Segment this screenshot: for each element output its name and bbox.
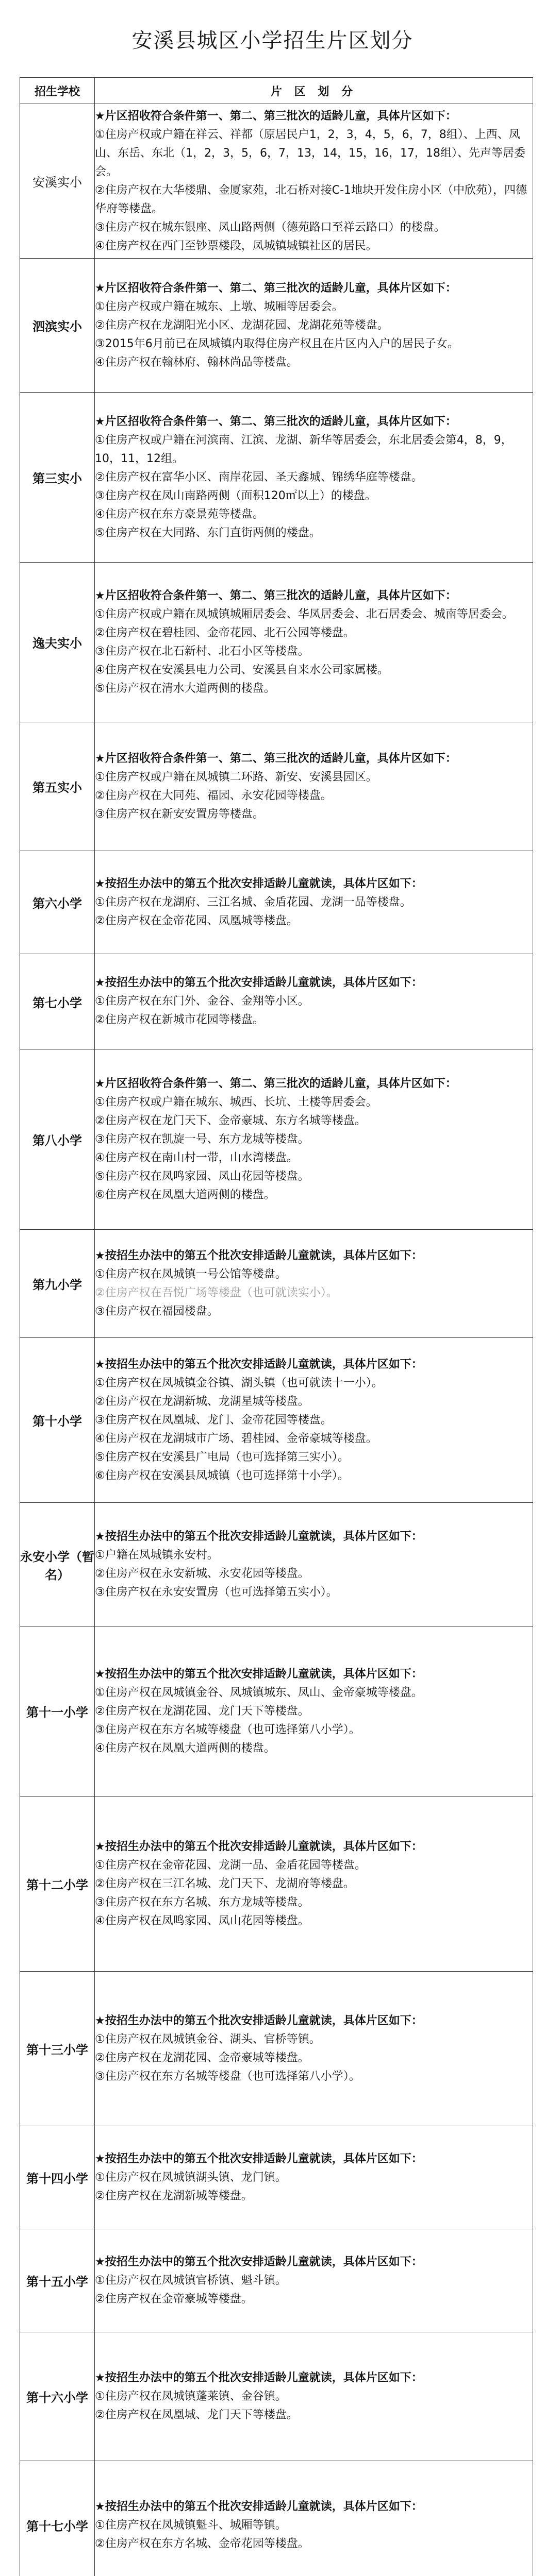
table-row: [20, 2332, 533, 2461]
zone-heading: ★按招生办法中的第五个批次安排适龄儿童就读，具体片区如下：: [95, 1358, 423, 1371]
zone-description: [95, 1972, 533, 2126]
zone-line: ②住房产权在吾悦广场等楼盘（也可就读实小）。: [95, 1286, 338, 1299]
zone-line: ⑤住房产权在大同路、东门直街两侧的楼盘。: [95, 526, 321, 539]
zone-line: ①住房产权在金帝花园、龙湖一品、金盾花园等楼盘。: [95, 1858, 366, 1872]
header-zone: 片 区 划 分: [95, 78, 533, 104]
zone-heading: ★按招生办法中的第五个批次安排适龄儿童就读，具体片区如下：: [95, 1667, 423, 1681]
zone-description: [95, 1049, 533, 1230]
zone-line: ③住房产权在凯旋一号、东方龙城等楼盘。: [95, 1132, 309, 1146]
zone-line: ②住房产权在龙湖新城、龙湖星城等楼盘。: [95, 1395, 309, 1408]
zone-heading: ★按招生办法中的第五个批次安排适龄儿童就读，具体片区如下：: [95, 877, 423, 890]
zone-description: [95, 2229, 533, 2332]
zone-heading: ★片区招收符合条件第一、第二、第三批次的适龄儿童，具体片区如下：: [95, 752, 457, 765]
zone-line: ②住房产权在大华楼鼎、金厦家苑，北石桥对接C-1地块开发住房小区（中欣苑），四德华府等楼盘。: [95, 183, 527, 215]
school-name: 第三实小: [20, 393, 95, 563]
zone-description: [95, 954, 533, 1049]
school-name: 第十小学: [20, 1338, 95, 1503]
zone-heading: ★片区招收符合条件第一、第二、第三批次的适龄儿童，具体片区如下：: [95, 589, 457, 602]
page-title: 安溪县城区小学招生片区划分: [131, 28, 414, 53]
zone-description: [95, 104, 533, 259]
zone-line: ③住房产权在东方名城、东方龙城等楼盘。: [95, 1895, 309, 1909]
zone-line: ①住房产权或户籍在城东、上墩、城厢等居委会。: [95, 300, 343, 313]
table-row: [20, 1626, 533, 1797]
school-name: 第六小学: [20, 851, 95, 954]
table-row: [20, 1503, 533, 1626]
zone-line: ④住房产权在凤鸣家园、凤山花园等楼盘。: [95, 1914, 309, 1927]
zone-line: ④住房产权在安溪县电力公司、安溪县自来水公司家属楼。: [95, 663, 389, 676]
zone-heading: ★片区招收符合条件第一、第二、第三批次的适龄儿童，具体片区如下：: [95, 281, 457, 295]
zone-line: ④住房产权在东方豪景苑等楼盘。: [95, 507, 264, 521]
school-name: 第十四小学: [20, 2126, 95, 2229]
zone-description: [95, 1797, 533, 1972]
zone-line: ①住房产权在凤城镇金谷镇、湖头镇（也可就读十一小）。: [95, 1376, 383, 1389]
zone-line: ①住房产权在东门外、金谷、金翔等小区。: [95, 995, 309, 1008]
school-name: 第十二小学: [20, 1797, 95, 1972]
zone-line: ③住房产权在城东银座、凤山路两侧（德苑路口至祥云路口）的楼盘。: [95, 221, 445, 234]
zone-heading: ★按招生办法中的第五个批次安排适龄儿童就读，具体片区如下：: [95, 976, 423, 989]
zone-line: ②住房产权在新城市花园等楼盘。: [95, 1013, 264, 1026]
zone-line: ⑤住房产权在清水大道两侧的楼盘。: [95, 682, 275, 695]
zone-heading: ★片区招收符合条件第一、第二、第三批次的适龄儿童，具体片区如下：: [95, 1077, 457, 1090]
zone-line: ②住房产权在东方名城、金帝花园等楼盘。: [95, 2537, 309, 2550]
zone-line: ③2015年6月前已在凤城镇内取得住房产权且在片区内入户的居民子女。: [95, 337, 459, 350]
zone-line: ⑥住房产权在安溪县凤城镇（也可选择第十小学）。: [95, 1469, 349, 1482]
zone-line: ②住房产权在金帝花园、凤凰城等楼盘。: [95, 914, 298, 927]
zone-line: ⑤住房产权在安溪县广电局（也可选择第三实小）。: [95, 1450, 349, 1464]
zone-line: ④住房产权在龙湖城市广场、碧桂园、金帝豪城等楼盘。: [95, 1432, 377, 1445]
zone-line: ③住房产权在东方名城等楼盘（也可选择第八小学）。: [95, 1723, 360, 1736]
zone-description: [95, 722, 533, 851]
zone-heading: ★按招生办法中的第五个批次安排适龄儿童就读，具体片区如下：: [95, 2255, 423, 2268]
table-row: [20, 954, 533, 1049]
zone-description: [95, 393, 533, 563]
zone-heading: ★按招生办法中的第五个批次安排适龄儿童就读，具体片区如下：: [95, 2014, 423, 2027]
zone-line: ②住房产权在碧桂园、金帝花园、北石公园等楼盘。: [95, 626, 355, 639]
school-name: 第九小学: [20, 1230, 95, 1338]
table-header-row: [20, 78, 533, 104]
zone-line: ②住房产权在金帝豪城等楼盘。: [95, 2292, 253, 2306]
zone-description: [95, 851, 533, 954]
table-row: [20, 851, 533, 954]
zone-line: ②住房产权在富华小区、南岸花园、圣天鑫城、锦绣华庭等楼盘。: [95, 470, 423, 484]
zone-description: [95, 1338, 533, 1503]
school-name: 第五实小: [20, 722, 95, 851]
table-row: [20, 2461, 533, 2576]
school-name: 第十五小学: [20, 2229, 95, 2332]
school-name: 安溪实小: [20, 104, 95, 259]
zone-line: ①户籍在凤城镇永安村。: [95, 1548, 219, 1562]
zone-heading: ★按招生办法中的第五个批次安排适龄儿童就读，具体片区如下：: [95, 1249, 423, 1262]
zone-description: [95, 2126, 533, 2229]
zone-heading: ★片区招收符合条件第一、第二、第三批次的适龄儿童，具体片区如下：: [95, 109, 457, 123]
zoning-table: [20, 77, 533, 2576]
school-name: 第十六小学: [20, 2332, 95, 2461]
table-row: [20, 1338, 533, 1503]
zone-line: ①住房产权在凤城镇蓬莱镇、金谷镇。: [95, 2389, 287, 2403]
zone-line: ①住房产权在凤城镇湖头镇、龙门镇。: [95, 2171, 287, 2184]
school-name: 第十三小学: [20, 1972, 95, 2126]
zone-line: ①住房产权或户籍在河滨南、江滨、龙湖、新华等居委会，东北居委会第4，8，9，10，11，12组。: [95, 433, 513, 465]
table-row: [20, 1049, 533, 1230]
table-row: [20, 722, 533, 851]
zone-line: ④住房产权在西门至钞票楼段，凤城镇城镇社区的居民。: [95, 239, 377, 252]
zone-heading: ★按招生办法中的第五个批次安排适龄儿童就读，具体片区如下：: [95, 2371, 423, 2384]
zone-line: ②住房产权在龙湖花园、金帝豪城等楼盘。: [95, 2051, 309, 2064]
zone-line: ①住房产权或户籍在城东、城西、长坑、土楼等居委会。: [95, 1095, 377, 1109]
zone-line: ②住房产权在凤凰城、龙门天下等楼盘。: [95, 2408, 298, 2421]
zone-line: ③住房产权在凤山南路两侧（面积120㎡以上）的楼盘。: [95, 489, 376, 502]
zone-line: ④住房产权在南山村一带，山水湾楼盘。: [95, 1151, 298, 1164]
zone-line: ④住房产权在翰林府、翰林尚品等楼盘。: [95, 355, 298, 369]
zone-line: ③住房产权在福园楼盘。: [95, 1304, 219, 1318]
zone-line: ②住房产权在龙门天下、金帝豪城、东方名城等楼盘。: [95, 1114, 366, 1127]
zone-line: ②住房产权在龙湖阳光小区、龙湖花园、龙湖花苑等楼盘。: [95, 318, 389, 332]
table-row: [20, 1797, 533, 1972]
table-row: [20, 104, 533, 259]
school-name: 泗滨实小: [20, 259, 95, 393]
zone-line: ①住房产权在凤城镇金谷、湖头、官桥等镇。: [95, 2032, 321, 2046]
table-row: [20, 393, 533, 563]
zone-description: [95, 259, 533, 393]
zone-line: ③住房产权在凤凰城、龙门、金帝花园等楼盘。: [95, 1413, 332, 1427]
table-body: [20, 104, 533, 2576]
zone-heading: ★按招生办法中的第五个批次安排适龄儿童就读，具体片区如下：: [95, 2152, 423, 2165]
zone-line: ②住房产权在龙湖花园、龙门天下等楼盘。: [95, 1704, 309, 1718]
school-name: 第十一小学: [20, 1626, 95, 1797]
table-row: [20, 2229, 533, 2332]
school-name: 第八小学: [20, 1049, 95, 1230]
zone-line: ①住房产权在凤城镇金谷、凤城镇城东、凤山、金帝豪城等楼盘。: [95, 1686, 423, 1699]
zone-line: ②住房产权在大同苑、福园、永安花园等楼盘。: [95, 789, 332, 802]
table-row: [20, 1230, 533, 1338]
school-name: 永安小学（暂名）: [20, 1503, 95, 1626]
zone-line: ①住房产权在龙湖府、三江名城、金盾花园、龙湖一品等楼盘。: [95, 895, 411, 909]
zone-description: [95, 2461, 533, 2576]
zone-line: ③住房产权在北石新村、北石小区等楼盘。: [95, 645, 309, 658]
zone-line: ①住房产权在凤城镇魁斗、城厢等镇。: [95, 2518, 287, 2532]
zone-line: ③住房产权在东方名城等楼盘（也可选择第八小学）。: [95, 2070, 360, 2083]
zone-description: [95, 2332, 533, 2461]
zone-line: ①住房产权在凤城镇官桥镇、魁斗镇。: [95, 2274, 287, 2287]
header-school: 招生学校: [20, 78, 95, 104]
school-name: 第七小学: [20, 954, 95, 1049]
zone-heading: ★按招生办法中的第五个批次安排适龄儿童就读，具体片区如下：: [95, 1530, 423, 1543]
zone-description: [95, 1230, 533, 1338]
zone-line: ③住房产权在永安安置房（也可选择第五实小）。: [95, 1585, 338, 1599]
zone-heading: ★片区招收符合条件第一、第二、第三批次的适龄儿童，具体片区如下：: [95, 415, 457, 428]
zone-line: ③住房产权在新安安置房等楼盘。: [95, 807, 264, 821]
table-row: [20, 563, 533, 722]
zone-line: ②住房产权在永安新城、永安花园等楼盘。: [95, 1567, 309, 1580]
zone-line: ②住房产权在龙湖新城等楼盘。: [95, 2189, 253, 2202]
school-name: 逸夫实小: [20, 563, 95, 722]
zone-line: ①住房产权或户籍在凤城镇二环路、新安、安溪县园区。: [95, 770, 377, 784]
zone-line: ①住房产权或户籍在凤城镇城厢居委会、华凤居委会、北石居委会、城南等居委会。: [95, 607, 514, 621]
zone-description: [95, 1626, 533, 1797]
zone-line: ①住房产权在凤城镇一号公馆等楼盘。: [95, 1267, 287, 1281]
table-row: [20, 259, 533, 393]
zone-line: ④住房产权在凤凰大道两侧的楼盘。: [95, 1741, 275, 1755]
school-name: 第十七小学: [20, 2461, 95, 2576]
zone-line: ⑤住房产权在凤鸣家园、凤山花园等楼盘。: [95, 1170, 309, 1183]
zone-description: [95, 563, 533, 722]
zone-description: [95, 1503, 533, 1626]
table-row: [20, 1972, 533, 2126]
zone-line: ①住房产权或户籍在祥云、祥都（原居民户1，2，3，4，5，6，7，8组）、上西、凤山、东岳、东北（1，2，3，5，6，7，13，14，15，16，17，18组）、先声等居委会。: [95, 128, 525, 178]
table-row: [20, 2126, 533, 2229]
zone-line: ⑥住房产权在凤凰大道两侧的楼盘。: [95, 1188, 275, 1201]
zone-heading: ★按招生办法中的第五个批次安排适龄儿童就读，具体片区如下：: [95, 1840, 423, 1853]
zone-line: ②住房产权在三江名城、龙门天下、龙湖府等楼盘。: [95, 1877, 355, 1890]
zone-heading: ★按招生办法中的第五个批次安排适龄儿童就读，具体片区如下：: [95, 2500, 423, 2513]
